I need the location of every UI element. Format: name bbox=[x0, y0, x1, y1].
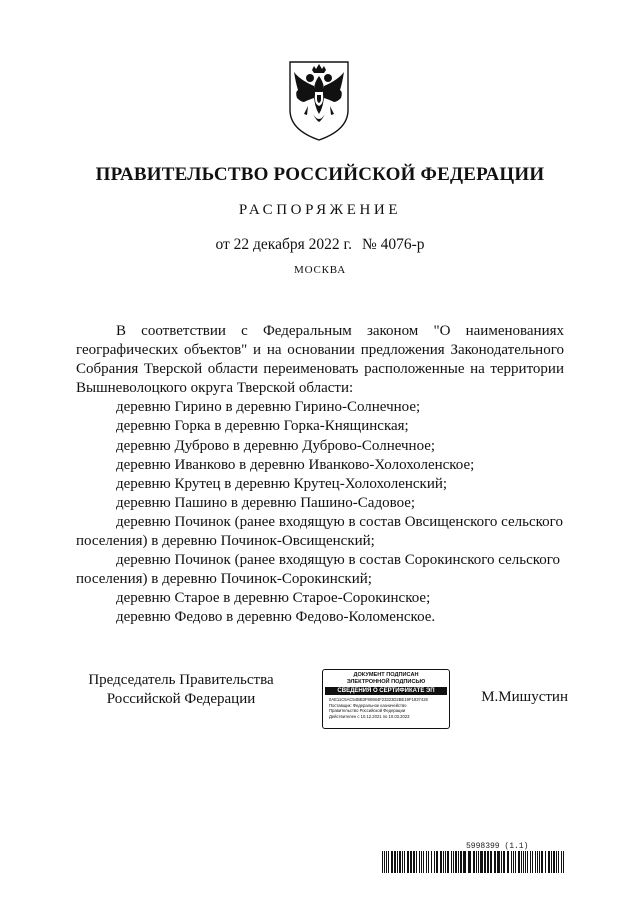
rename-list bbox=[76, 398, 564, 627]
document-type: РАСПОРЯЖЕНИЕ bbox=[238, 202, 402, 218]
list-item: деревню Иванково в деревню Иванково-Холохоленское; bbox=[116, 456, 475, 473]
barcode-number: 5998399 (1.1) bbox=[466, 842, 529, 851]
document-number: № 4076-р bbox=[361, 236, 425, 253]
document-body bbox=[76, 322, 564, 628]
stamp-line2: ЭЛЕКТРОННОЙ ПОДПИСЬЮ bbox=[346, 679, 426, 685]
stamp-supplier-line1: Поставщик: Федеральное казначейство bbox=[329, 702, 407, 708]
government-title: ПРАВИТЕЛЬСТВО РОССИЙСКОЙ ФЕДЕРАЦИИ bbox=[95, 164, 545, 185]
list-item: деревню Гирино в деревню Гирино-Солнечное; bbox=[116, 399, 421, 416]
document-date: от 22 декабря 2022 г. bbox=[215, 236, 352, 253]
document-date-line bbox=[0, 236, 640, 254]
stamp-serial: 0AE11C5AC54BB3F80684F23323D2BE19F1937428 bbox=[329, 697, 428, 702]
list-item: деревню Федово в деревню Федово-Коломенское. bbox=[116, 609, 436, 626]
electronic-signature-stamp bbox=[322, 669, 450, 729]
list-item: деревню Пашино в деревню Пашино-Садовое; bbox=[116, 494, 416, 511]
stamp-validity: Действителен с 10.12.2021 по 10.03.2023 bbox=[329, 713, 410, 719]
signer-position bbox=[76, 671, 286, 709]
signer-position-line1: Председатель Правительства bbox=[88, 672, 274, 688]
list-item: деревню Крутец в деревню Крутец-Холохоленский; bbox=[116, 475, 448, 492]
signer-name: М.Мишустин bbox=[481, 689, 568, 705]
document-city: МОСКВА bbox=[294, 264, 346, 276]
stamp-certificate-label: СВЕДЕНИЯ О СЕРТИФИКАТЕ ЭП bbox=[325, 687, 447, 695]
double-headed-eagle-icon bbox=[286, 58, 352, 142]
list-item: деревню Починок (ранее входящую в состав Овсищенского сельского поселения) в деревню Починок-Овсищенский; bbox=[76, 513, 563, 550]
list-item: деревню Горка в деревню Горка-Княщинская; bbox=[116, 418, 409, 435]
barcode bbox=[382, 851, 564, 873]
body-intro: В соответствии с Федеральным законом "О наименованиях географических объектов" и на основании предложения Законодательного Собрания Тверской области переименовать расположенные на территории Вышневолоцкого округа Тверской области: bbox=[76, 323, 564, 397]
stamp-line1: ДОКУМЕНТ ПОДПИСАН bbox=[353, 672, 419, 678]
stamp-supplier-line2: Правительство Российской Федерации bbox=[329, 708, 406, 714]
list-item: деревню Дуброво в деревню Дуброво-Солнечное; bbox=[116, 437, 436, 454]
list-item: деревню Починок (ранее входящую в состав Сорокинского сельского поселения) в деревню Починок-Сорокинский; bbox=[76, 552, 561, 588]
list-item: деревню Старое в деревню Старое-Сорокинское; bbox=[116, 590, 431, 607]
signer-position-line2: Российской Федерации bbox=[106, 691, 256, 707]
